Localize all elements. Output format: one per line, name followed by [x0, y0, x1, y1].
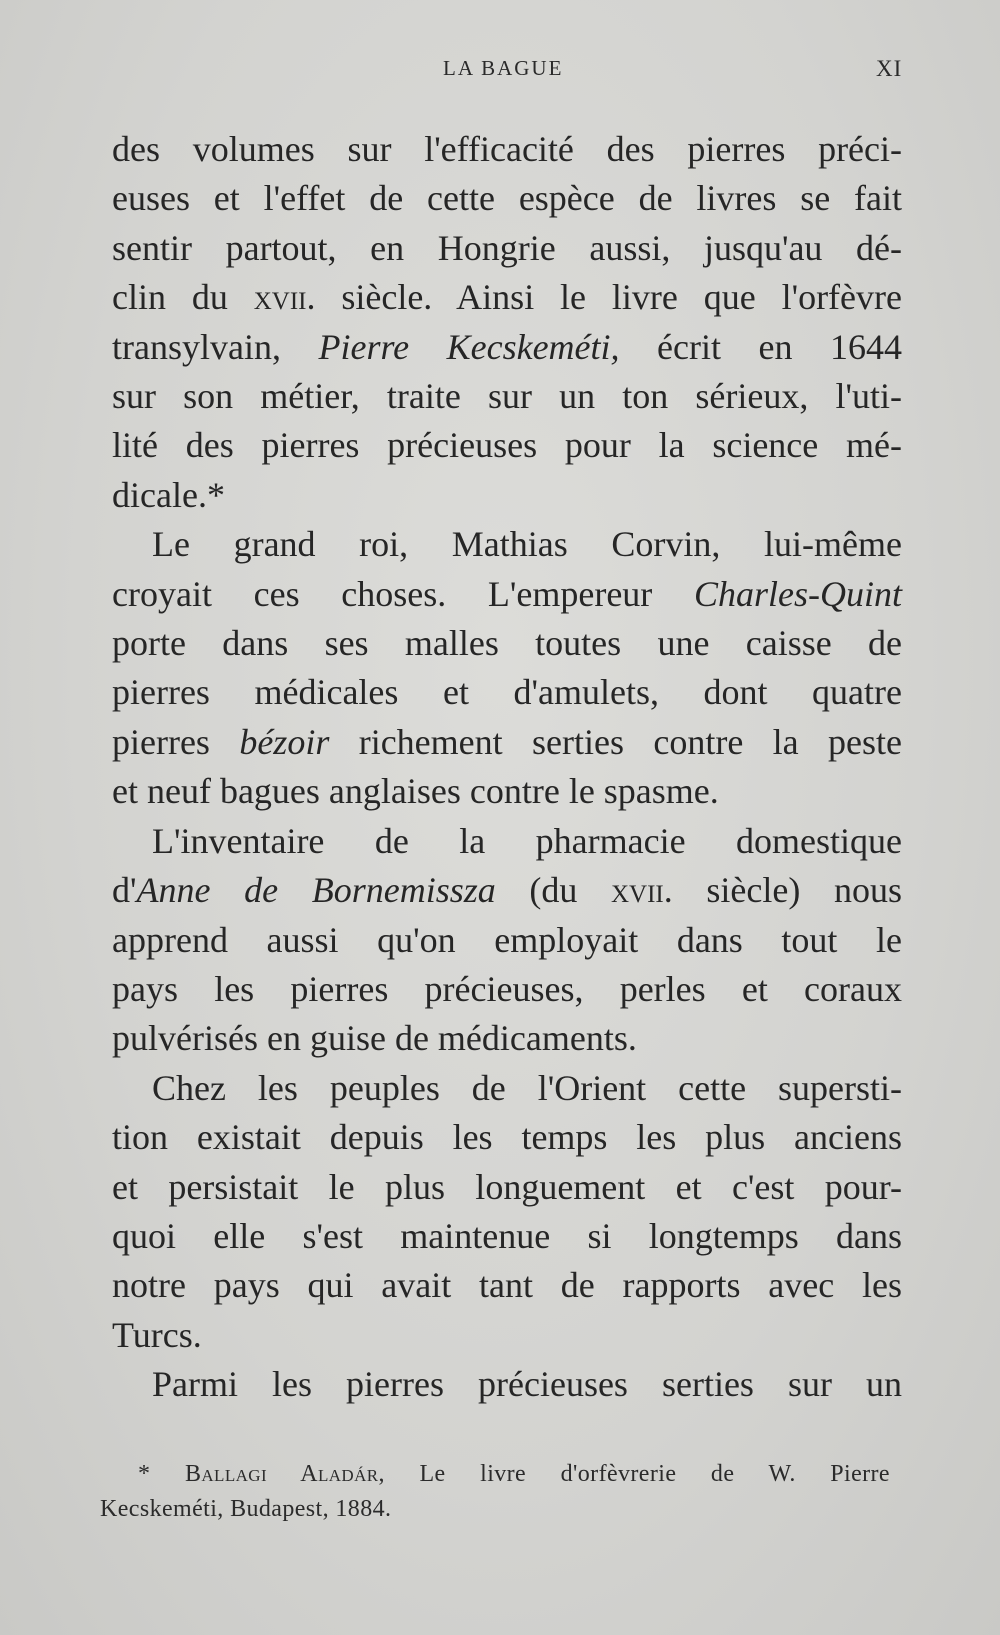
text-run: clin du — [112, 277, 254, 318]
italic-text: Anne de Bornemissza — [136, 870, 496, 911]
text-run: sur son métier, traite sur un ton sérieux, l'uti- — [112, 376, 902, 417]
text-run: richement serties contre la peste — [329, 721, 902, 762]
text-line — [112, 421, 902, 470]
text-line — [112, 471, 902, 520]
text-line — [112, 619, 902, 668]
text-run: L'inventaire de la pharmacie domestique — [152, 820, 902, 861]
text-run: et neuf bagues anglaises contre le spasme. — [112, 771, 719, 812]
body-text — [112, 125, 902, 1410]
small-caps-text: xvii — [253, 277, 307, 318]
footnote — [100, 1457, 890, 1527]
text-run: dicale.* — [112, 474, 225, 515]
text-run: Kecskeméti, Budapest, 1884. — [100, 1496, 392, 1522]
text-run: pays les pierres précieuses, perles et coraux — [112, 968, 902, 1009]
paragraph — [112, 520, 902, 816]
text-line — [112, 125, 902, 174]
page-number: XI — [876, 56, 903, 81]
text-run: quoi elle s'est maintenue si longtemps dans — [112, 1215, 902, 1256]
text-line — [112, 1311, 902, 1360]
text-run: des volumes sur l'efficacité des pierres préci- — [112, 129, 902, 169]
running-head-title: LA BAGUE — [443, 56, 564, 80]
text-run: Chez les peuples de l'Orient cette supersti- — [152, 1067, 902, 1108]
text-run: . siècle. Ainsi le livre que l'orfèvre — [306, 277, 902, 318]
text-run: sentir partout, en Hongrie aussi, jusqu'au dé- — [112, 227, 902, 268]
text-line — [112, 1014, 902, 1063]
text-line — [112, 916, 902, 965]
running-head — [0, 56, 1000, 86]
text-line — [112, 1113, 902, 1162]
text-line — [112, 570, 902, 619]
text-run: notre pays qui avait tant de rapports avec les — [112, 1265, 902, 1306]
text-run: tion existait depuis les temps les plus anciens — [112, 1117, 902, 1158]
footnote-line — [100, 1457, 890, 1492]
text-line — [112, 668, 902, 717]
text-run: apprend aussi qu'on employait dans tout le — [112, 919, 902, 960]
text-line — [112, 520, 902, 569]
text-run: croyait ces choses. L'empereur — [112, 573, 694, 614]
text-line — [112, 372, 902, 421]
text-line — [112, 965, 902, 1014]
text-run: euses et l'effet de cette espèce de livres se fait — [112, 178, 902, 219]
text-line — [112, 1163, 902, 1212]
text-run: Parmi les pierres précieuses serties sur un — [152, 1364, 902, 1405]
text-line — [112, 273, 902, 322]
paragraph — [112, 125, 902, 520]
text-run: transylvain, — [112, 326, 319, 367]
text-run: , Le livre d'orfèvrerie de W. Pierre — [378, 1461, 890, 1487]
text-line — [112, 817, 902, 866]
small-caps-text: Ballagi Aladár — [184, 1461, 379, 1487]
text-line — [112, 767, 902, 816]
text-run: Le grand roi, Mathias Corvin, lui-même — [152, 524, 902, 565]
text-line — [112, 174, 902, 223]
text-run: pulvérisés en guise de médicaments. — [112, 1018, 637, 1059]
italic-text: Pierre Kecskeméti, — [318, 326, 620, 367]
text-run: pierres médicales et d'amulets, dont quatre — [112, 672, 902, 713]
italic-text: Charles-Quint — [693, 573, 902, 614]
paragraph — [112, 817, 902, 1064]
text-line — [112, 1261, 902, 1310]
text-line — [112, 1064, 902, 1113]
text-line — [112, 1360, 902, 1409]
text-line — [112, 1212, 902, 1261]
small-caps-text: xvii — [611, 870, 664, 911]
paragraph — [112, 1360, 902, 1409]
text-run: écrit en 1644 — [619, 326, 902, 367]
text-run: . siècle) nous — [663, 870, 902, 911]
text-line — [112, 224, 902, 273]
text-run: d' — [112, 870, 137, 911]
paragraph — [112, 1064, 902, 1360]
italic-text: bézoir — [239, 721, 330, 762]
text-line — [112, 718, 902, 767]
text-run: Turcs. — [112, 1314, 202, 1355]
text-run: (du — [495, 870, 611, 911]
text-line — [112, 866, 902, 915]
text-line — [112, 323, 902, 372]
text-run: lité des pierres précieuses pour la science mé- — [112, 425, 902, 466]
text-run: porte dans ses malles toutes une caisse de — [112, 623, 902, 664]
text-run: pierres — [112, 721, 240, 762]
footnote-line — [100, 1492, 890, 1527]
text-run: * — [138, 1461, 185, 1487]
text-run: et persistait le plus longuement et c'est pour- — [112, 1166, 902, 1207]
